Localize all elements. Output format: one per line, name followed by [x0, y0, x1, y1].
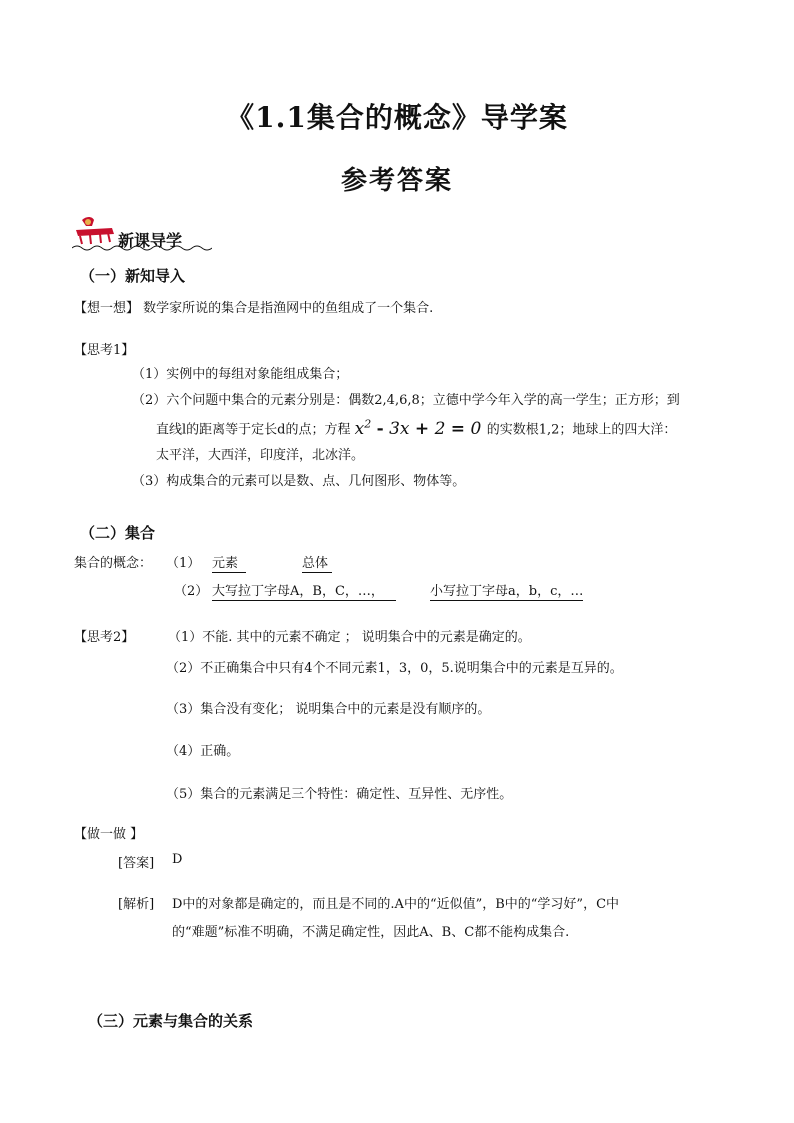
q2-item-5: （5）集合的元素满足三个特性：确定性、互异性、无序性。	[166, 787, 513, 802]
q2-item-4: （4）正确。	[166, 744, 240, 759]
think-row	[74, 297, 433, 316]
heading-set: （二）集合	[80, 524, 156, 542]
analysis-line-1: D中的对象都是确定的，而且是不同的.A中的“近似值”，B中的“学习好”，C中	[172, 897, 620, 912]
wavy-underline	[72, 244, 212, 252]
concept-row-1-a: 元素	[212, 552, 246, 573]
concept-row-2-num: （2）	[174, 584, 209, 599]
analysis-label: [解析]	[118, 897, 155, 912]
lesson-logo-icon	[72, 214, 118, 248]
q1-item-3: （3）构成集合的元素可以是数、点、几何图形、物体等。	[132, 474, 466, 489]
page-title: 《1.1集合的概念》导学案	[226, 101, 568, 134]
think-label: 【想一想】	[74, 301, 140, 316]
concept-label: 集合的概念：	[74, 556, 153, 571]
q2-item-2: （2）不正确集合中只有4个不同元素1，3，0，5.说明集合中的元素是互异的。	[166, 661, 623, 676]
answer-value: D	[172, 852, 183, 867]
q1-label: 【思考1】	[74, 343, 135, 358]
concept-row-1-num: （1）	[166, 556, 201, 571]
q1-item-2-end: 太平洋，大西洋，印度洋，北冰洋。	[156, 448, 365, 463]
concept-row-1-b: 总体	[302, 552, 332, 573]
page-subtitle: 参考答案	[340, 166, 453, 196]
answer-label: [答案]	[118, 856, 155, 871]
concept-row-2-b: 小写拉丁字母a，b，c，…	[430, 580, 583, 601]
q1-item-2-cont	[156, 417, 676, 439]
q1-line-a: 直线l的距离等于定长d的点；方程	[156, 422, 351, 438]
analysis-line-2: 的“难题”标准不明确，不满足确定性，因此A、B、C都不能构成集合.	[172, 925, 570, 940]
concept-row-2-a: 大写拉丁字母A，B，C，…，	[212, 580, 396, 601]
q1-item-2: （2）六个问题中集合的元素分别是：偶数2,4,6,8；立德中学今年入学的高一学生；正方形；到	[132, 393, 680, 408]
think-text: 数学家所说的集合是指渔网中的鱼组成了一个集合.	[143, 301, 434, 316]
q2-item-3: （3）集合没有变化； 说明集合中的元素是没有顺序的。	[166, 702, 491, 717]
q1-item-1: （1）实例中的每组对象能组成集合；	[132, 367, 349, 382]
q2-label: 【思考2】	[74, 630, 135, 645]
q1-line-b: 的实数根1,2；地球上的四大洋：	[486, 422, 677, 438]
do-it-label: 【做一做 】	[74, 827, 144, 842]
q2-item-1: （1）不能. 其中的元素不确定 ； 说明集合中的元素是确定的。	[168, 630, 531, 645]
section-new-lesson: 新课导学	[118, 231, 183, 250]
quadratic-equation: $x^2 - 3x + 2 = 0$	[354, 417, 482, 439]
heading-element-set-relation: （三）元素与集合的关系	[88, 1012, 254, 1030]
heading-new-knowledge: （一）新知导入	[80, 267, 186, 285]
